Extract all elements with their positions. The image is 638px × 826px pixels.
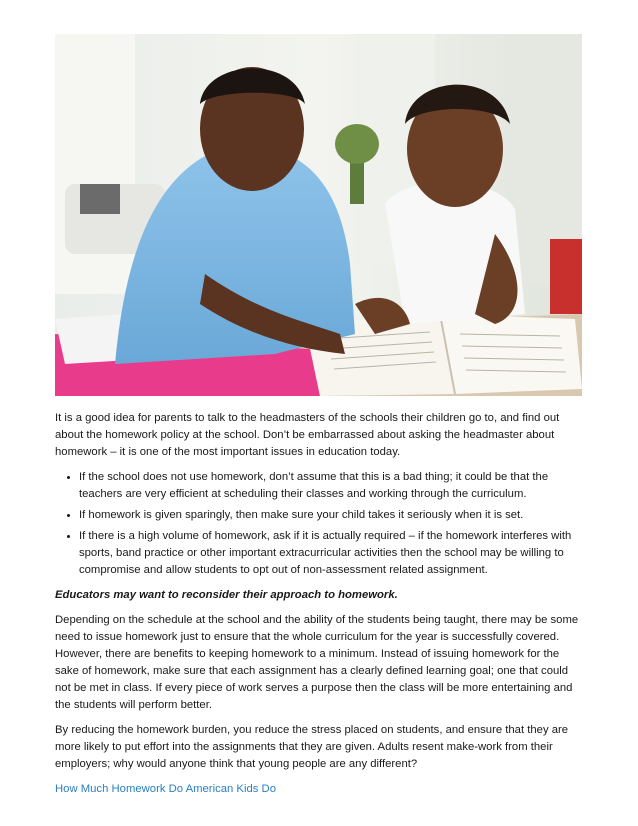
intro-paragraph: It is a good idea for parents to talk to the headmasters of the schools their children go to, and find out about the homework policy at the school. Don’t be embarrassed about asking the headmaster about homework – it is one of the most important issues in education today.	[55, 412, 560, 458]
link-paragraph	[55, 781, 585, 798]
body-paragraph: Depending on the schedule at the school and the ability of the students being taught, there may be some need to issue homework just to ensure that the whole curriculum for the year is successfully covered. However, there are benefits to keeping homework to a minimum. Instead of issuing homework for the sake of homework, make sure that each assignment has a clearly defined learning goal; one that could not be met in class. If every piece of work serves a purpose then the class will be more entertaining and the students will perform better.	[55, 614, 579, 711]
tips-list	[55, 469, 585, 579]
hero-photo	[55, 34, 582, 396]
body-paragraph: By reducing the homework burden, you reduce the stress placed on students, and ensure that they are more likely to put effort into the assignments that they are given. Adults resent make-work from their employers; why would anyone think that young people are any different?	[55, 724, 569, 770]
list-item: • If the school does not use homework, don’t assume that this is a bad thing; it could be that the teachers are very efficient at scheduling their classes and working through the curriculum.	[79, 469, 585, 503]
list-item: • If there is a high volume of homework, ask if it is actually required – if the homework interferes with sports, band practice or other important extracurricular activities then the school may be willing to compromise and allow students to opt out of non-assessment related assignment.	[79, 528, 585, 579]
article-body	[55, 410, 585, 806]
children-studying-illustration	[55, 34, 582, 396]
homework-article-link[interactable]: How Much Homework Do American Kids Do	[55, 783, 276, 795]
list-item: • If homework is given sparingly, then make sure your child takes it seriously when it is set.	[79, 507, 585, 524]
section-heading: Educators may want to reconsider their approach to homework.	[55, 589, 398, 601]
